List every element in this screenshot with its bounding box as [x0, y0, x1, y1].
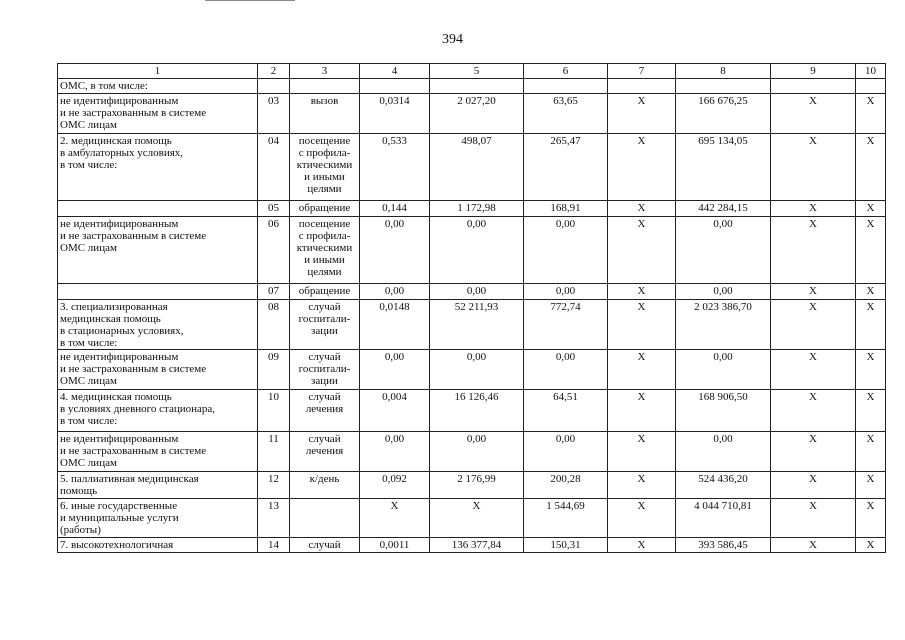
- cell-col10: Х: [856, 94, 886, 134]
- top-edge-line: [205, 0, 295, 1]
- cell-col5: 1 172,98: [430, 201, 524, 217]
- table-row: [58, 350, 886, 390]
- cell-col9: Х: [771, 390, 856, 432]
- cell-col8: 0,00: [676, 432, 771, 472]
- cell-col6: 63,65: [524, 94, 608, 134]
- cell-col9: Х: [771, 284, 856, 300]
- cell-col4: Х: [360, 499, 430, 538]
- cell-col9: Х: [771, 201, 856, 217]
- row-name: 6. иные государственные и муниципальные услуги (работы): [58, 499, 258, 538]
- row-name: 3. специализированная медицинская помощь в стационарных условиях, в том числе:: [58, 300, 258, 350]
- cell-col5: 498,07: [430, 134, 524, 201]
- cell-col7: Х: [608, 538, 676, 553]
- cell-col6: 150,31: [524, 538, 608, 553]
- cell-col4: 0,00: [360, 217, 430, 284]
- cell-col7: Х: [608, 300, 676, 350]
- cell-col9: Х: [771, 94, 856, 134]
- row-unit: случай госпитали- зации: [290, 300, 360, 350]
- cell-col10: Х: [856, 284, 886, 300]
- cell-col7: Х: [608, 284, 676, 300]
- header-cell: 8: [676, 64, 771, 79]
- table-row: [58, 432, 886, 472]
- row-name: 2. медицинская помощь в амбулаторных условиях, в том числе:: [58, 134, 258, 201]
- cell-col4: 0,004: [360, 390, 430, 432]
- table-body: [58, 64, 886, 553]
- cell-col8: 0,00: [676, 217, 771, 284]
- cell-col6: 0,00: [524, 350, 608, 390]
- cell-col9: Х: [771, 300, 856, 350]
- cell-col4: 0,533: [360, 134, 430, 201]
- cell-col4: 0,0314: [360, 94, 430, 134]
- cell-col6: 200,28: [524, 472, 608, 499]
- row-code: 07: [258, 284, 290, 300]
- section-label: ОМС, в том числе:: [58, 79, 258, 94]
- row-name: не идентифицированным и не застрахованным в системе ОМС лицам: [58, 432, 258, 472]
- cell-col8: 168 906,50: [676, 390, 771, 432]
- table-row: [58, 94, 886, 134]
- cell-col5: 16 126,46: [430, 390, 524, 432]
- cell-col5: 0,00: [430, 350, 524, 390]
- cell-col9: Х: [771, 432, 856, 472]
- row-unit: случай лечения: [290, 432, 360, 472]
- cell-col8: 524 436,20: [676, 472, 771, 499]
- cell-col7: Х: [608, 472, 676, 499]
- row-unit: случай лечения: [290, 390, 360, 432]
- row-name: не идентифицированным и не застрахованным в системе ОМС лицам: [58, 217, 258, 284]
- cell-col7: Х: [608, 134, 676, 201]
- cell-col9: Х: [771, 499, 856, 538]
- row-unit: случай: [290, 538, 360, 553]
- cell-col5: Х: [430, 499, 524, 538]
- row-unit: посещение с профила- ктическими и иными целями: [290, 134, 360, 201]
- page-number: 394: [442, 32, 463, 47]
- cell-col4: 0,092: [360, 472, 430, 499]
- cell-col8: 0,00: [676, 350, 771, 390]
- cell-col7: Х: [608, 217, 676, 284]
- row-code: 06: [258, 217, 290, 284]
- cell-col7: Х: [608, 350, 676, 390]
- cell-col10: Х: [856, 432, 886, 472]
- row-code: 03: [258, 94, 290, 134]
- row-name: не идентифицированным и не застрахованным в системе ОМС лицам: [58, 94, 258, 134]
- section-row: [58, 79, 886, 94]
- row-code: 08: [258, 300, 290, 350]
- cell-col5: 2 027,20: [430, 94, 524, 134]
- cell-col10: Х: [856, 538, 886, 553]
- cell-col6: 168,91: [524, 201, 608, 217]
- cell-col6: 0,00: [524, 432, 608, 472]
- cell-col6: 0,00: [524, 217, 608, 284]
- cell-col7: Х: [608, 94, 676, 134]
- row-unit: обращение: [290, 284, 360, 300]
- cell-col7: Х: [608, 432, 676, 472]
- cell-col9: Х: [771, 472, 856, 499]
- row-name: 7. высокотехнологичная: [58, 538, 258, 553]
- row-name: [58, 284, 258, 300]
- cell-col10: Х: [856, 217, 886, 284]
- row-name: [58, 201, 258, 217]
- cell-col10: Х: [856, 300, 886, 350]
- cell-col7: Х: [608, 499, 676, 538]
- cell-col6: 1 544,69: [524, 499, 608, 538]
- header-cell: 9: [771, 64, 856, 79]
- cell-col4: 0,0148: [360, 300, 430, 350]
- row-name: не идентифицированным и не застрахованным в системе ОМС лицам: [58, 350, 258, 390]
- header-cell: 4: [360, 64, 430, 79]
- cell-col8: 4 044 710,81: [676, 499, 771, 538]
- cell-col9: Х: [771, 217, 856, 284]
- cell-col5: 0,00: [430, 284, 524, 300]
- cell-col8: 393 586,45: [676, 538, 771, 553]
- row-code: 10: [258, 390, 290, 432]
- table-row: [58, 201, 886, 217]
- header-cell: 1: [58, 64, 258, 79]
- empty-cell: [771, 79, 856, 94]
- cell-col4: 0,144: [360, 201, 430, 217]
- cell-col4: 0,00: [360, 432, 430, 472]
- cell-col9: Х: [771, 350, 856, 390]
- cell-col8: 0,00: [676, 284, 771, 300]
- cell-col6: 265,47: [524, 134, 608, 201]
- table-row: [58, 499, 886, 538]
- header-cell: 10: [856, 64, 886, 79]
- header-cell: 5: [430, 64, 524, 79]
- cell-col10: Х: [856, 134, 886, 201]
- cell-col5: 2 176,99: [430, 472, 524, 499]
- cell-col5: 52 211,93: [430, 300, 524, 350]
- row-code: 11: [258, 432, 290, 472]
- row-code: 09: [258, 350, 290, 390]
- header-cell: 2: [258, 64, 290, 79]
- empty-cell: [258, 79, 290, 94]
- row-unit: к/день: [290, 472, 360, 499]
- cell-col9: Х: [771, 134, 856, 201]
- cell-col7: Х: [608, 390, 676, 432]
- cell-col8: 695 134,05: [676, 134, 771, 201]
- table-row: [58, 134, 886, 201]
- empty-cell: [290, 79, 360, 94]
- header-cell: 6: [524, 64, 608, 79]
- cell-col6: 0,00: [524, 284, 608, 300]
- row-unit: вызов: [290, 94, 360, 134]
- cell-col5: 0,00: [430, 217, 524, 284]
- empty-cell: [524, 79, 608, 94]
- empty-cell: [360, 79, 430, 94]
- row-name: 4. медицинская помощь в условиях дневного стационара, в том числе:: [58, 390, 258, 432]
- cell-col10: Х: [856, 350, 886, 390]
- header-cell: 3: [290, 64, 360, 79]
- cell-col8: 442 284,15: [676, 201, 771, 217]
- row-unit: случай госпитали- зации: [290, 350, 360, 390]
- cell-col6: 772,74: [524, 300, 608, 350]
- row-code: 05: [258, 201, 290, 217]
- table-row: [58, 538, 886, 553]
- row-code: 04: [258, 134, 290, 201]
- row-unit: обращение: [290, 201, 360, 217]
- empty-cell: [856, 79, 886, 94]
- cell-col4: 0,00: [360, 284, 430, 300]
- cell-col8: 166 676,25: [676, 94, 771, 134]
- table-row: [58, 300, 886, 350]
- row-name: 5. паллиативная медицинская помощь: [58, 472, 258, 499]
- cell-col5: 136 377,84: [430, 538, 524, 553]
- empty-cell: [608, 79, 676, 94]
- empty-cell: [676, 79, 771, 94]
- table-row: [58, 472, 886, 499]
- cell-col10: Х: [856, 201, 886, 217]
- cell-col6: 64,51: [524, 390, 608, 432]
- empty-cell: [430, 79, 524, 94]
- cell-col10: Х: [856, 390, 886, 432]
- row-unit: посещение с профила- ктическими и иными целями: [290, 217, 360, 284]
- table-row: [58, 217, 886, 284]
- cell-col9: Х: [771, 538, 856, 553]
- table-row: [58, 284, 886, 300]
- table-row: [58, 390, 886, 432]
- cell-col7: Х: [608, 201, 676, 217]
- cell-col10: Х: [856, 472, 886, 499]
- data-table: [57, 63, 886, 553]
- row-code: 14: [258, 538, 290, 553]
- cell-col8: 2 023 386,70: [676, 300, 771, 350]
- cell-col4: 0,00: [360, 350, 430, 390]
- row-unit: [290, 499, 360, 538]
- cell-col5: 0,00: [430, 432, 524, 472]
- row-code: 13: [258, 499, 290, 538]
- header-cell: 7: [608, 64, 676, 79]
- header-row: [58, 64, 886, 79]
- cell-col4: 0,0011: [360, 538, 430, 553]
- row-code: 12: [258, 472, 290, 499]
- cell-col10: Х: [856, 499, 886, 538]
